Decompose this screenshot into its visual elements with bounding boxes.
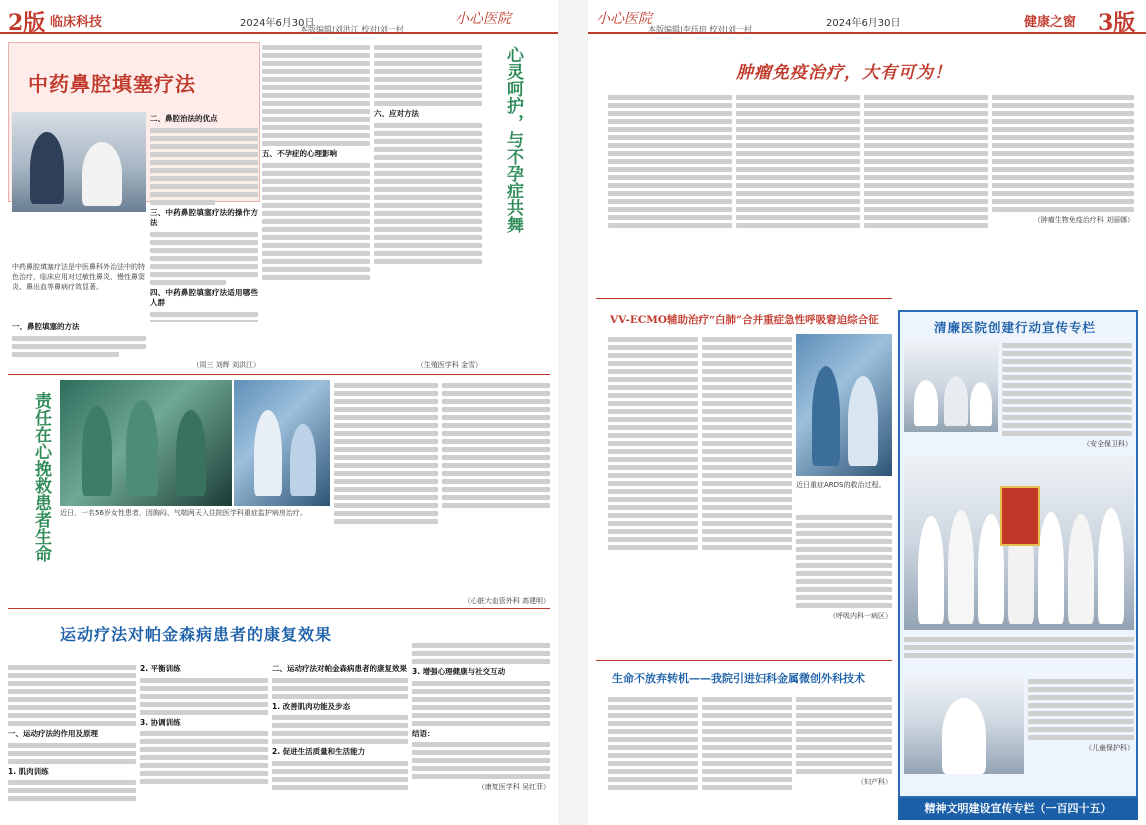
article-credit: （呼吸内科一病区） [829,612,892,620]
article-title: 中药鼻腔填塞疗法 [28,72,196,96]
page-gutter [558,0,588,825]
article-title: VV-ECMO辅助治疗“白肺”合并重症急性呼吸窘迫综合征 [610,314,879,326]
article-title: 肿瘤免疫治疗，大有可为！ [736,63,952,83]
sidebar-bottom-band: 精神文明建设宣传专栏（一百四十五） [898,798,1138,820]
right-page [588,0,1146,825]
section-heading: 3. 协调训练 [140,717,181,727]
left-page [0,0,558,825]
section-divider [8,608,550,609]
sidebar-body-col1 [1002,340,1132,460]
article-body-col9 [702,694,792,822]
doctor-portrait-photo [904,676,1024,774]
section-divider [8,374,550,375]
article-body-col3 [374,42,482,362]
article-title: 生命不放弃转机——我院引进妇科金属微创外科技术 [612,672,865,685]
article-body-col5 [442,380,550,580]
section-heading: 五、不孕症的心理影响 [262,149,337,158]
section-heading: 二、运动疗法对帕金森病患者的康复效果 [272,664,407,673]
article-credit: （生殖医学科 金雪） [416,361,482,369]
article-body-col4 [992,92,1134,278]
photo-caption: 近日，一名56岁女性患者，因胸闷、气喘两天入住院医学科重症监护病房治疗。 [60,509,307,517]
meeting-photo [904,340,998,432]
section-divider [596,298,892,299]
article-body-col4 [334,380,438,580]
editors-line: 本版编辑|刘洪江 校对|刘一村 [300,25,404,34]
bedside-photo [234,380,330,506]
section-heading: 二、鼻腔治法的优点 [150,114,218,123]
sidebar-title: 清廉医院创建行动宣传专栏 [934,320,1097,335]
surgery-photo [60,380,232,506]
section-heading: 3. 增强心理健康与社交互动 [412,667,506,676]
article-body-col10 [796,694,892,822]
issue-date: 2024年6月30日 [240,18,315,29]
article-body-col5 [608,334,698,630]
section-heading: 六、应对方法 [374,109,419,118]
article-credit: （康复医学科 吴红菲） [477,783,550,791]
left-header [0,0,558,34]
newspaper-logo: 小心医院 [596,11,652,27]
right-header [588,0,1146,34]
section-divider [596,660,892,661]
section-heading: 2. 促进生活质量和生活能力 [272,747,366,756]
article-body-col7 [140,662,268,822]
sidebar-credit: （安全保卫科） [1083,440,1132,448]
section-heading: 一、鼻腔填塞的方法 [12,322,80,331]
vertical-article-title: 责任在心挽救患者生命 [31,392,51,562]
section-heading: 四、中药鼻腔填塞疗法适用哪些人群 [150,287,258,307]
newspaper-logo: 小心医院 [455,11,511,27]
article-credit: （肿瘤生物免疫治疗科 刘丽娜） [1033,216,1134,224]
article-body-col3 [864,92,988,278]
vertical-slogan: 心灵呵护，与不孕症共舞 [503,46,523,233]
page-number: 3版 [1098,10,1136,36]
editors-line: 本版编辑|李珏瑄 校对|刘一村 [648,25,752,34]
section-heading: 2. 平衡训练 [140,664,181,673]
staff-group-photo [904,456,1134,630]
section-heading: 1. 改善肌肉功能及步态 [272,701,351,711]
article-body-col1 [150,112,258,322]
article-body-col8 [272,662,408,822]
page-number: 2版 [8,10,46,36]
section-heading: 结语： [412,728,435,738]
issue-date: 2024年6月30日 [826,18,901,29]
article-credit: （心脏大血管外科 高建明） [463,597,550,605]
article-body-col0 [12,320,146,370]
section-name: 健康之窗 [1024,15,1077,30]
article-body-col2 [262,42,370,362]
article-body-col1 [608,92,732,278]
photo-caption: 中药鼻腔填塞疗法是中医鼻科外治法中的特色治疗，临床应用对过敏性鼻炎、慢性鼻窦炎、鼻出血等鼻病疗效显著。 [12,263,145,291]
section-heading: 三、中药鼻腔填塞疗法的操作方法 [150,207,258,227]
article-title: 运动疗法对帕金森病患者的康复效果 [60,625,333,644]
sidebar-body-col2 [904,634,1134,674]
article-body-col7 [796,512,892,652]
ecmo-photo [796,334,892,476]
section-heading: 一、运动疗法的作用及原理 [8,729,98,738]
article-body-col2 [736,92,860,278]
section-name: 临床科技 [50,15,103,30]
section-heading: 1. 肌肉训练 [8,766,49,776]
article-credit: （妇产科） [857,778,892,786]
article-body-col8 [608,694,698,822]
nasal-treatment-photo [12,112,146,212]
photo-caption: 近日重症ARDS的救治过程。 [796,481,886,489]
article-body-col6 [8,662,136,822]
sidebar-credit: （儿童保护科） [1085,744,1134,752]
article-credit: （周三 刘辉 刘洪江） [192,361,260,369]
article-body-col6 [702,334,792,630]
article-body-col9 [412,640,550,822]
sidebar-body-col3 [1028,676,1134,776]
